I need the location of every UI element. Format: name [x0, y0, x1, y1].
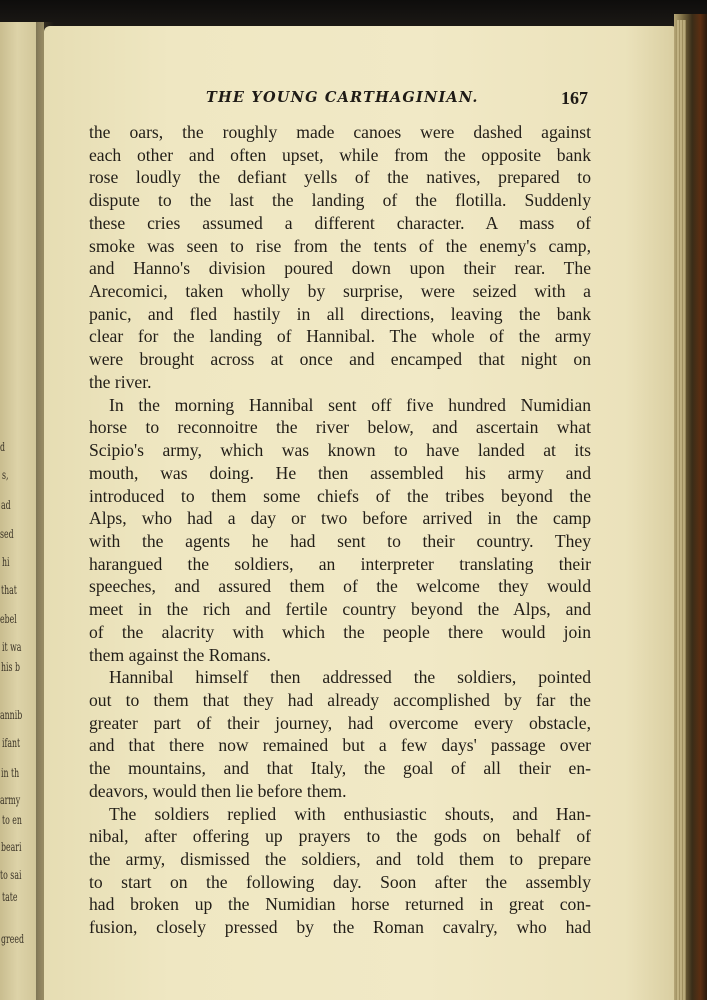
text-line: the oars, the roughly made canoes were dashed against [89, 122, 591, 142]
text-line: clear for the landing of Hannibal. The whole of the army [89, 326, 591, 347]
facing-page-fragment: that [1, 583, 17, 597]
text-line: horse to reconnoitre the river below, and ascertain what [89, 417, 591, 438]
facing-page-fragment: to en [2, 813, 22, 827]
text-line: with the agents he had sent to their country. They [89, 530, 591, 551]
text-line: deavors, would then lie before them. [89, 780, 347, 801]
text-line: out to them that they had already accomplished by far the [89, 689, 591, 710]
text-line: dispute to the last the landing of the flotilla. Suddenly [89, 190, 591, 211]
facing-page-fragment: ifant [2, 736, 21, 750]
facing-page-fragment: sed [0, 527, 14, 541]
text-line: meet in the rich and fertile country beyond the Alps, and [89, 599, 591, 620]
facing-page-fragment: d [0, 440, 5, 454]
text-line: fusion, closely pressed by the Roman cavalry, who had [89, 917, 591, 938]
text-line: each other and often upset, while from the opposite bank [89, 144, 591, 165]
facing-page-fragment: hi [2, 555, 10, 569]
text-line: speeches, and assured them of the welcome they would [89, 576, 591, 597]
text-line: The soldiers replied with enthusiastic shouts, and Han- [109, 803, 591, 824]
text-line: nibal, after offering up prayers to the gods on behalf of [89, 826, 591, 847]
facing-page-fragment: his b [1, 660, 21, 674]
page-stack-edge [676, 20, 686, 1000]
text-line: and that there now remained but a few days' passage over [89, 735, 591, 756]
text-line: the mountains, and that Italy, the goal of all their en- [89, 758, 591, 779]
text-line: these cries assumed a different character. A mass of [89, 212, 591, 233]
text-line: had broken up the Numidian horse returned in great con- [89, 894, 591, 915]
running-head: THE YOUNG CARTHAGINIAN. [206, 89, 479, 106]
text-line: Alps, who had a day or two before arrived in the camp [89, 508, 591, 529]
page-number: 167 [561, 88, 588, 108]
text-line: of the alacrity with which the people there would join [89, 621, 591, 642]
facing-page-fragment: annib [0, 708, 23, 722]
text-line: the river. [89, 371, 152, 392]
facing-page-fragment: tate [2, 890, 18, 904]
facing-page-fragment: s, [2, 468, 9, 482]
facing-page-fragment: greed [1, 932, 24, 946]
text-line: Scipio's army, which was known to have landed at its [89, 440, 591, 461]
text-line: Arecomici, taken wholly by surprise, were seized with a [89, 281, 591, 302]
facing-page-fragment: army [0, 793, 21, 807]
text-line: rose loudly the defiant yells of the natives, prepared to [89, 167, 591, 188]
text-line: mouth, was doing. He then assembled his army and [89, 462, 591, 483]
facing-page-fragment: in th [1, 766, 20, 780]
text-line: and Hanno's division poured down upon their rear. The [89, 258, 591, 279]
facing-page-fragment: beari [1, 840, 22, 854]
text-line: them against the Romans. [89, 644, 271, 665]
facing-page-fragment: to sai [0, 868, 22, 882]
text-line: were brought across at once and encamped that night on [89, 349, 591, 370]
text-line: Hannibal himself then addressed the soldiers, pointed [109, 667, 591, 688]
text-line: introduced to them some chiefs of the tribes beyond the [89, 485, 591, 506]
facing-page-fragment: it wa [2, 640, 22, 654]
text-line: greater part of their journey, had overcome every obstacle, [89, 712, 591, 733]
facing-page-fragment: ebel [0, 612, 17, 626]
text-line: In the morning Hannibal sent off five hundred Numidian [109, 394, 591, 415]
body-text [89, 121, 591, 939]
text-line: smoke was seen to rise from the tents of the enemy's camp, [89, 235, 591, 256]
text-line: harangued the soldiers, an interpreter translating their [89, 553, 591, 574]
text-line: panic, and fled hastily in all directions, leaving the bank [89, 303, 591, 324]
text-line: to start on the following day. Soon after the assembly [89, 871, 591, 892]
facing-page-fragment: ad [1, 498, 11, 512]
text-line: the army, dismissed the soldiers, and told them to prepare [89, 849, 591, 869]
